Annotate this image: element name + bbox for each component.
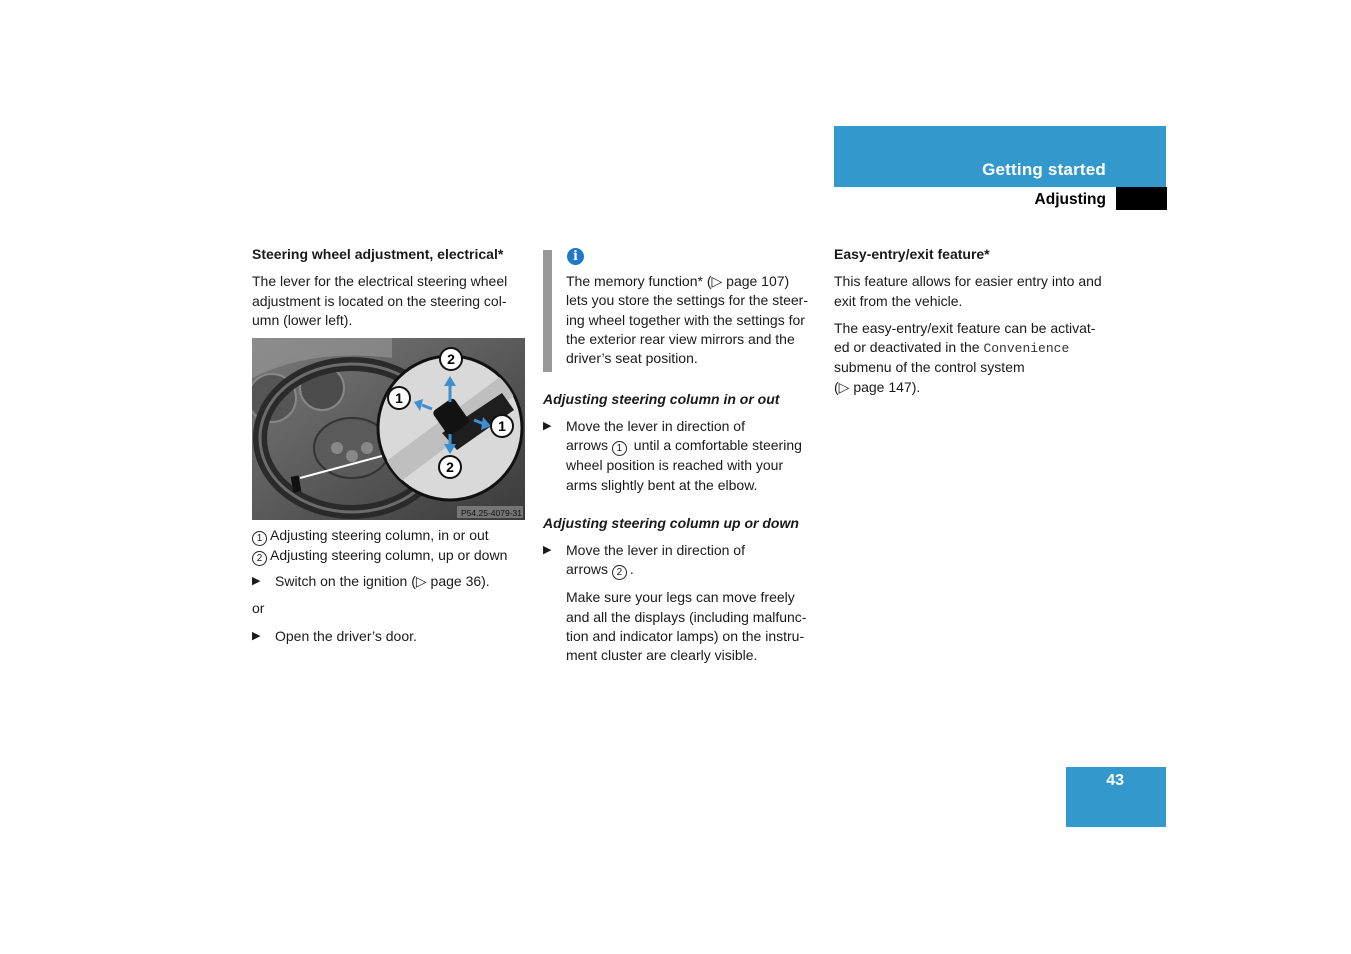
step-in-out: ▶ Move the lever in direction of arrows 1 until a comfortable steering wheel position is reached with your arms slightly bent at the elbow. [543, 418, 802, 493]
triangle-bullet-icon: ▶ [543, 420, 552, 432]
heading-steering-wheel: Steering wheel adjustment, electrical* [252, 246, 504, 262]
callout-2-bottom: 2 [446, 459, 454, 475]
page-number: 43 [1106, 772, 1124, 789]
steering-illustration [252, 338, 525, 520]
triangle-bullet-icon: ▶ [543, 544, 552, 556]
subsection-marker [1116, 187, 1167, 210]
info-bar [543, 250, 552, 372]
column-right [834, 245, 1124, 397]
legend-num-1: 1 [252, 531, 267, 546]
step-up-down: ▶ Move the lever in direction of arrows 2 . Make sure your legs can move freely and all the displays (including malfunc- tion and indicator lamps) on the instru- ment cluster are clearly visible. [543, 541, 833, 665]
callout-1-left: 1 [395, 390, 403, 406]
triangle-bullet-icon: ▶ [252, 575, 261, 587]
legend-item: 2 Adjusting steering column, up or down [252, 546, 542, 566]
figure-code: P54.25-4079-31 [461, 508, 522, 518]
arrow-num-2: 2 [612, 565, 627, 580]
easy-entry-p2: The easy-entry/exit feature can be activat- ed or deactivated in the Convenience submenu of the control system (▷ page 147). [834, 319, 1096, 395]
heading-easy-entry: Easy-entry/exit feature* [834, 246, 990, 262]
triangle-bullet-icon: ▶ [252, 630, 261, 642]
arrow-num-1: 1 [612, 441, 627, 456]
heading-in-out: Adjusting steering column in or out [543, 391, 780, 407]
step-door: ▶ Open the driver’s door. [252, 627, 542, 646]
info-text: The memory function* (▷ page 107) lets you store the settings for the steer- ing wheel together with the settings for the exterior rear view mirrors and the driver’s seat position. [566, 273, 809, 367]
subsection-title: Adjusting [1034, 191, 1106, 208]
legend-item: 1 Adjusting steering column, in or out [252, 526, 542, 546]
figure-legend [252, 526, 542, 566]
heading-up-down: Adjusting steering column up or down [543, 515, 799, 531]
steering-figure [252, 338, 525, 520]
or-text: or [252, 600, 265, 616]
callout-1-right: 1 [498, 418, 506, 434]
legend-num-2: 2 [252, 551, 267, 566]
intro-paragraph: The lever for the electrical steering wheel adjustment is located on the steering col- umn (lower left). [252, 273, 508, 328]
page-ref-icon: ▷ [415, 573, 427, 589]
menu-name: Convenience [983, 341, 1070, 357]
visibility-note: Make sure your legs can move freely and all the displays (including malfunc- tion and indicator lamps) on the instru- ment cluster are clearly visible. [566, 589, 807, 664]
easy-entry-p1: This feature allows for easier entry into and exit from the vehicle. [834, 273, 1102, 309]
info-icon: i [567, 248, 584, 265]
callout-2-top: 2 [447, 351, 455, 367]
column-left [252, 245, 532, 330]
step-ignition: ▶ Switch on the ignition (▷ page 36). [252, 572, 542, 591]
section-title: Getting started [982, 160, 1106, 179]
